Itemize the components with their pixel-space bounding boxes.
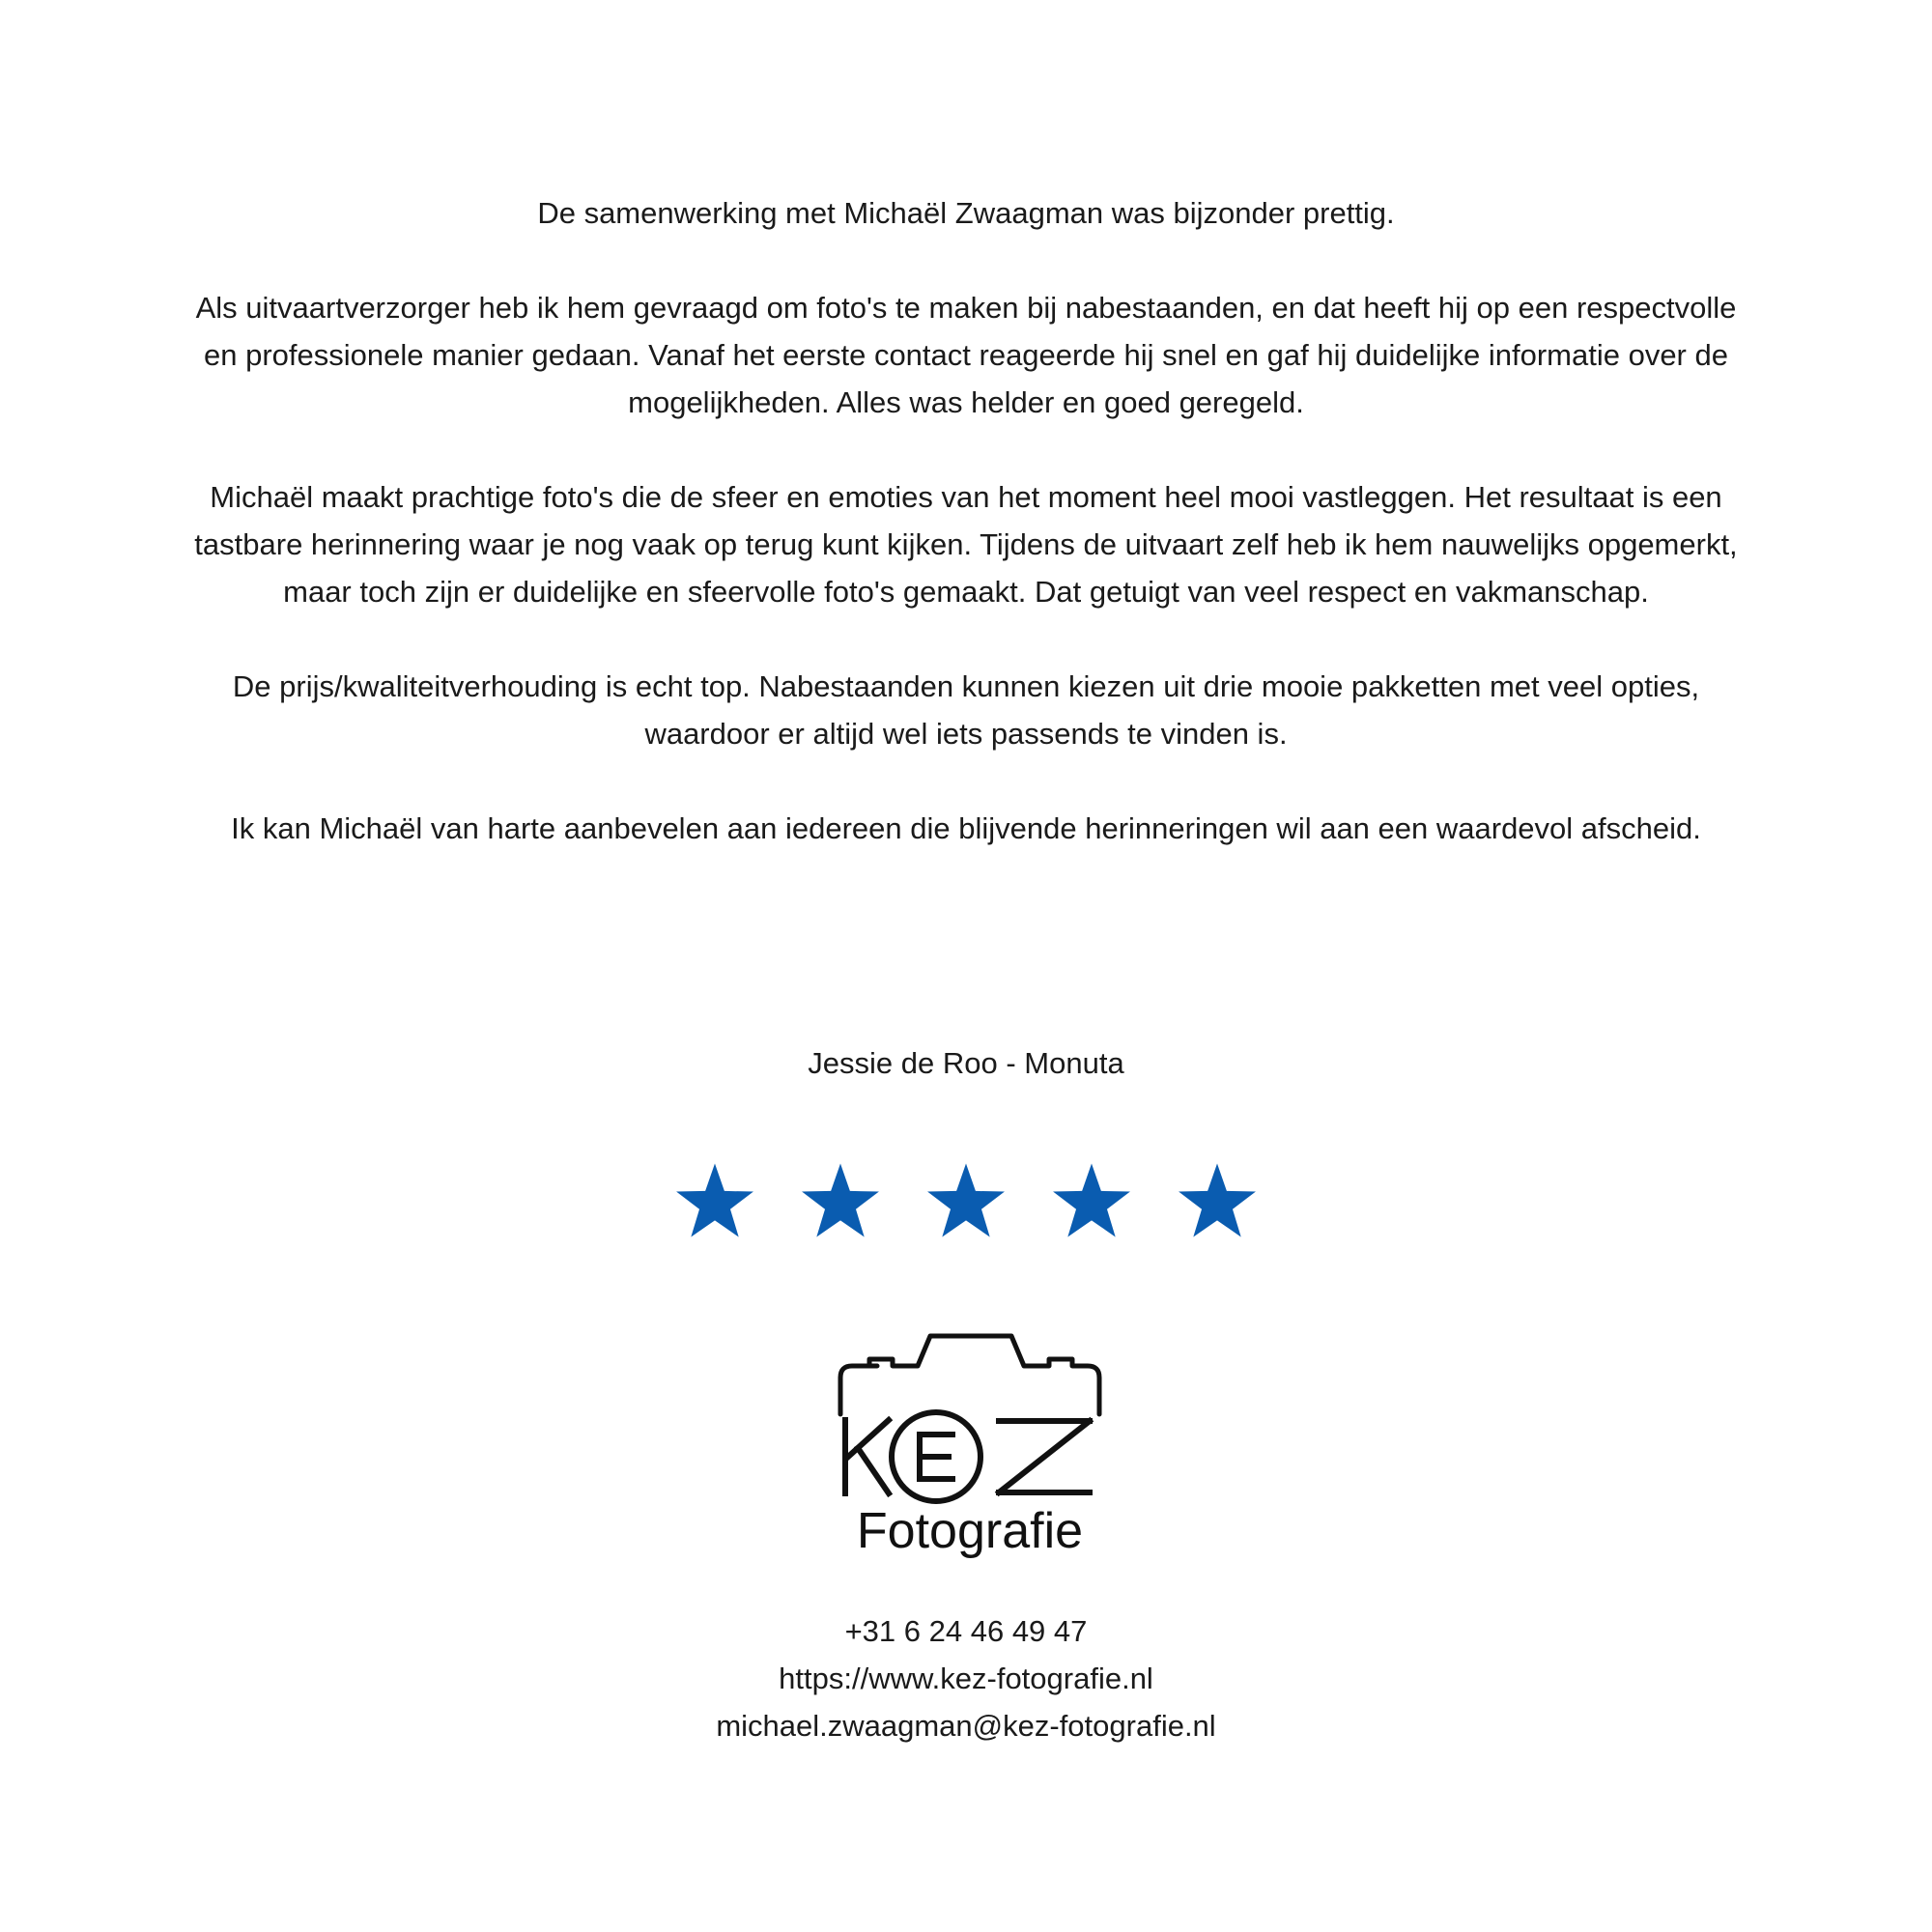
contact-website: https://www.kez-fotografie.nl <box>779 1662 1153 1695</box>
review-text <box>193 189 1739 852</box>
review-signature: Jessie de Roo - Monuta <box>808 1046 1124 1080</box>
contact-block <box>0 1607 1932 1749</box>
star-rating <box>0 1161 1932 1242</box>
review-paragraph: Michaël maakt prachtige foto's die de sfeer en emoties van het moment heel mooi vastleggen. Het resultaat is een tastbare herinnering waar je nog vaak op terug kunt kijken. Tijdens de uitvaart zelf heb ik hem nauwelijks opgemerkt, maar toch zijn er duidelijke en sfeervolle foto's gemaakt. Dat getuigt van veel respect en vakmanschap. <box>194 480 1738 609</box>
star-icon <box>925 1161 1007 1242</box>
star-icon <box>800 1161 881 1242</box>
review-paragraph: Als uitvaartverzorger heb ik hem gevraagd om foto's te maken bij nabestaanden, en dat heeft hij op een respectvolle en professionele manier gedaan. Vanaf het eerste contact reageerde hij snel en gaf hij duidelijke informatie over de mogelijkheden. Alles was helder en goed geregeld. <box>195 291 1737 419</box>
kez-mark <box>845 1412 1090 1501</box>
kez-fotografie-logo <box>837 1331 1103 1563</box>
contact-email: michael.zwaagman@kez-fotografie.nl <box>716 1709 1216 1743</box>
review-paragraph: De prijs/kwaliteitverhouding is echt top. Nabestaanden kunnen kiezen uit drie mooie pakketten met veel opties, waardoor er altijd wel iets passends te vinden is. <box>232 669 1700 751</box>
camera-icon <box>840 1336 1099 1414</box>
star-icon <box>1177 1161 1258 1242</box>
star-icon <box>674 1161 755 1242</box>
logo-subtitle: Fotografie <box>856 1503 1084 1559</box>
review-paragraph: De samenwerking met Michaël Zwaagman was bijzonder prettig. <box>537 196 1395 230</box>
contact-phone: +31 6 24 46 49 47 <box>844 1614 1088 1648</box>
review-paragraph: Ik kan Michaël van harte aanbevelen aan iedereen die blijvende herinneringen wil aan een waardevol afscheid. <box>231 811 1701 845</box>
star-icon <box>1051 1161 1132 1242</box>
